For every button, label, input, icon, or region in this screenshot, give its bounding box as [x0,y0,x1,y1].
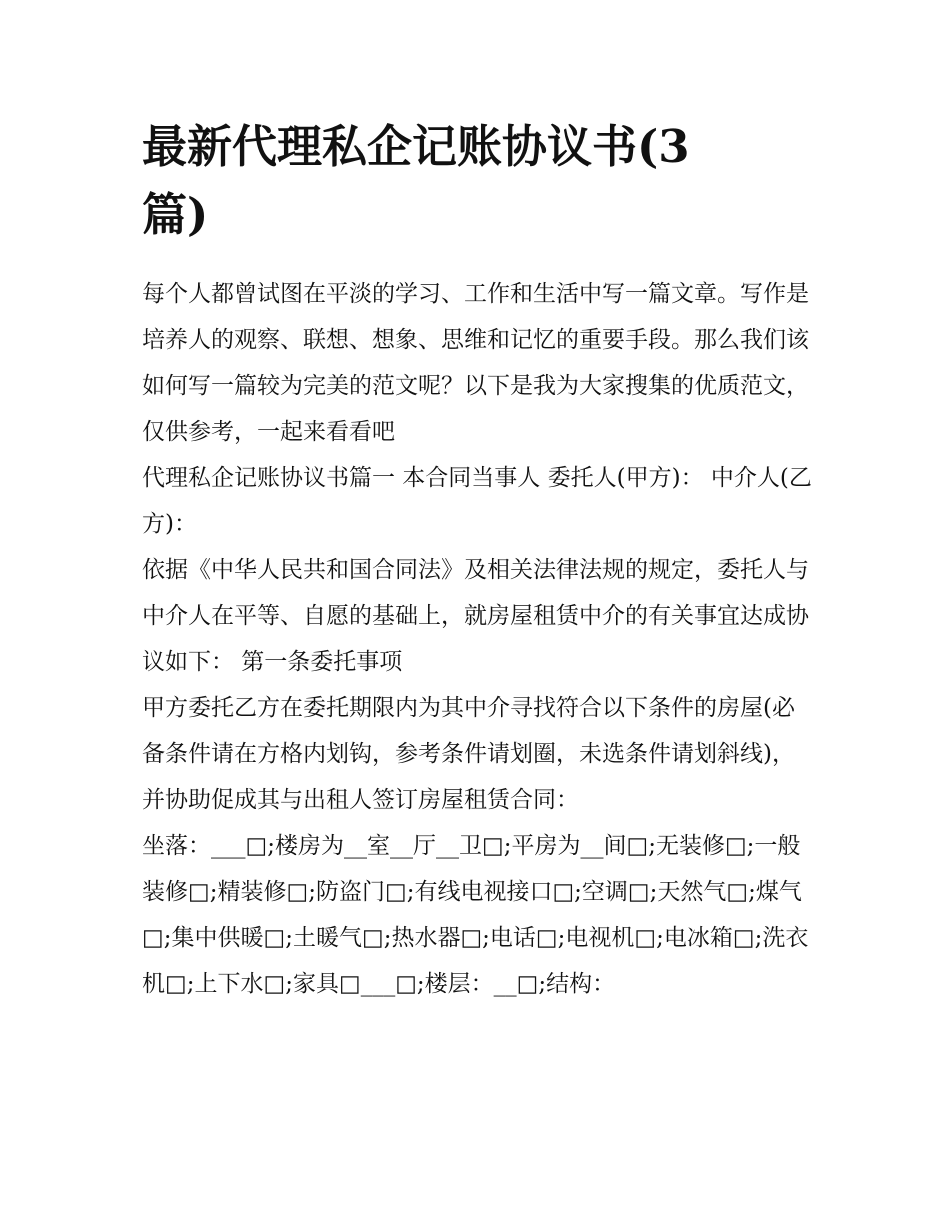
basis-paragraph: 依据《中华人民共和国合同法》及相关法律法规的规定，委托人与中介人在平等、自愿的基础上，就房屋租赁中介的有关事宜达成协议如下： 第一条委托事项 [142,557,809,675]
parties-paragraph: 代理私企记账协议书篇一 本合同当事人 委托人(甲方)： 中介人(乙方)： [142,465,812,537]
commission-paragraph: 甲方委托乙方在委托期限内为其中介寻找符合以下条件的房屋(必备条件请在方格内划钩，参考条件请划圈，未选条件请划斜线)，并协助促成其与出租人签订房屋租赁合同： [142,695,795,813]
conditions-paragraph: 坐落：___□;楼房为__室__厅__卫□;平房为__间□;无装修□;一般装修□;精装修□;防盗门□;有线电视接口□;空调□;天然气□;煤气□;集中供暖□;土暖气□;热水器□;电话□;电视机□;电冰箱□;洗衣机□;上下水□;家具□___□;楼层：__□;结构： [142,833,809,997]
intro-paragraph: 每个人都曾试图在平淡的学习、工作和生活中写一篇文章。写作是培养人的观察、联想、想象、思维和记忆的重要手段。那么我们该如何写一篇较为完美的范文呢？以下是我为大家搜集的优质范文，仅供参考，一起来看看吧 [142,281,809,445]
document-title: 最新代理私企记账协议书(3篇) [142,120,690,241]
document-body [142,113,814,1007]
